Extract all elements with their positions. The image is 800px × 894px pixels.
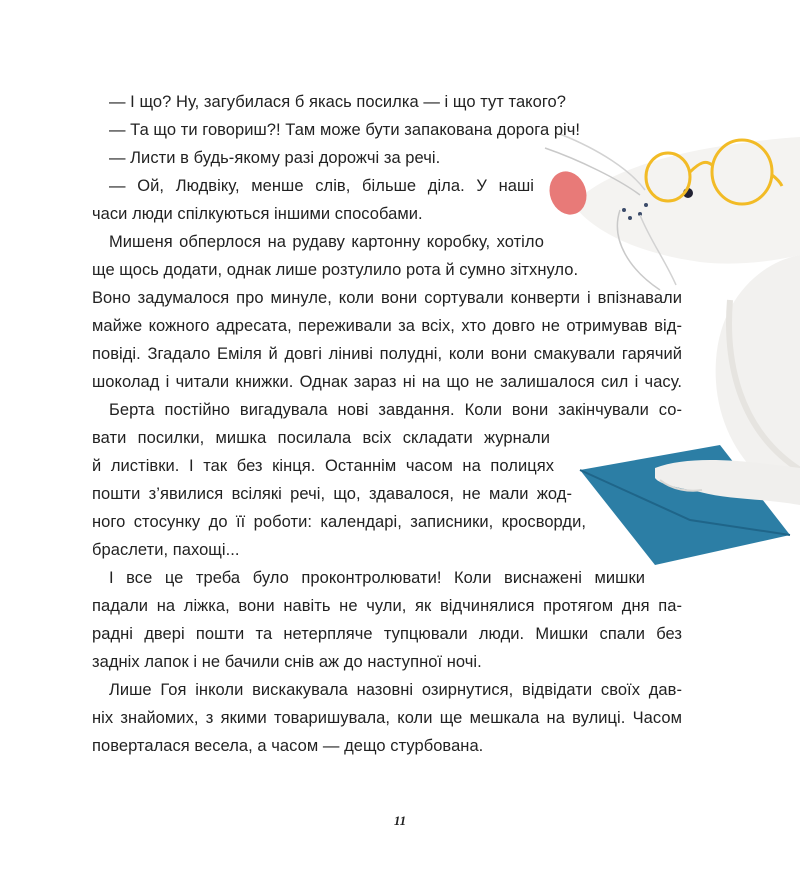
text-line: задніх лапок і не бачили снів аж до наступної ночі. <box>92 653 482 671</box>
text-line: пошти з’явилися всілякі речі, що, здавалося, не мали жод- <box>92 485 572 503</box>
text-line: — Та що ти говориш?! Там може бути запакована дорога річ! <box>109 121 581 139</box>
mouse-head <box>574 137 800 264</box>
text-line: — Ой, Людвіку, менше слів, більше діла. У наші <box>109 177 534 195</box>
text-line: браслети, пахощі... <box>92 541 240 559</box>
text-line: — Листи в будь-якому разі дорожчі за речі. <box>109 149 441 167</box>
text-line: майже кожного адресата, переживали за всіх, хто довго не отримував від- <box>92 317 682 335</box>
text-line: й листівки. І так без кінця. Останнім часом на полицях <box>92 457 554 475</box>
text-line: часи люди спілкуються іншими способами. <box>92 205 423 223</box>
text-line: І все це треба було проконтролювати! Коли виснажені мишки <box>109 569 645 587</box>
text-line: — І що? Ну, загубилася б якась посилка — і що тут такого? <box>109 93 567 111</box>
text-line: радні двері пошти та нетерпляче тупцювали люди. Мишки спали без <box>92 625 682 643</box>
text-line: поверталася весела, а часом — дещо стурбована. <box>92 737 484 755</box>
text-line: Лише Гоя інколи вискакувала назовні озирнутися, відвідати своїх дав- <box>109 681 682 699</box>
text-line: ще щось додати, однак лише розтулило рота й сумно зітхнуло. <box>92 261 579 279</box>
text-line: падали на ліжка, вони навіть не чули, як відчинялися протягом дня па- <box>92 597 682 615</box>
text-line: вати посилки, мишка посилала всіх складати журнали <box>92 429 550 447</box>
text-line: Мишеня обперлося на рудаву картонну коробку, хотіло <box>109 233 544 251</box>
page-number: 11 <box>393 813 407 828</box>
text-line: Воно задумалося про минуле, коли вони сортували конверти і впізнавали <box>92 289 682 307</box>
text-line: ніх знайомих, з якими товаришувала, коли ще мешкала на вулиці. Часом <box>92 709 682 727</box>
text-line: шоколад і читали книжки. Однак зараз ні на що не залишалося сил і часу. <box>92 373 682 391</box>
text-line: ного стосунку до її роботи: календарі, записники, кросворди, <box>92 513 586 531</box>
text-line: повіді. Згадало Еміля й довгі ліниві полудні, коли вони смакували гарячий <box>92 345 682 363</box>
text-line: Берта постійно вигадувала нові завдання. Коли вони закінчували со- <box>109 401 682 419</box>
